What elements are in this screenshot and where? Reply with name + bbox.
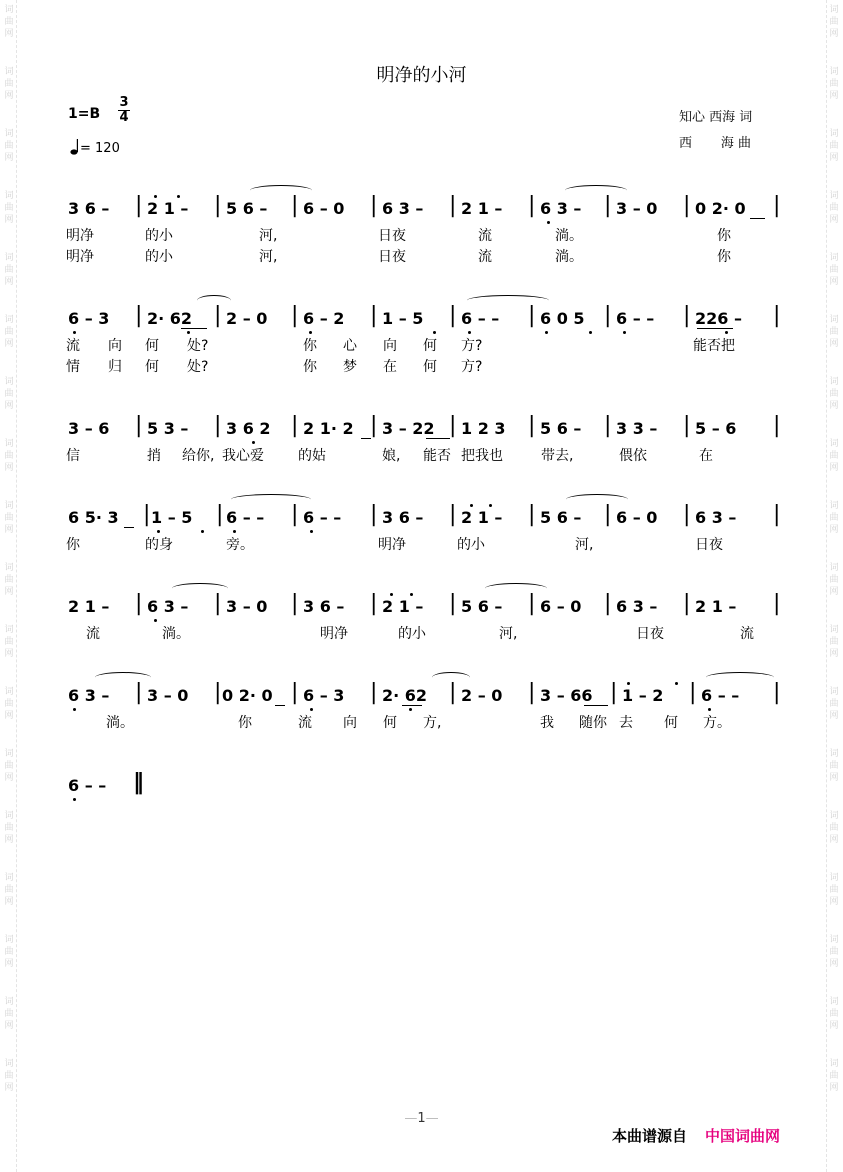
lower-octave-dot: [409, 708, 412, 711]
lyric-syllable: 流: [740, 626, 754, 642]
watermark-text: 词 曲 网: [4, 997, 14, 1031]
barline: |: [370, 303, 378, 328]
lyric-syllable: 流: [478, 249, 492, 265]
notation-measure: 6 – 3: [303, 686, 345, 705]
lyric-syllable: 我: [540, 715, 554, 731]
lyric-syllable: 娘,: [382, 448, 401, 464]
barline: |: [683, 591, 691, 616]
lower-octave-dot: [73, 708, 76, 711]
watermark-text: 词 曲 网: [829, 501, 839, 535]
watermark-text: 词 曲 网: [829, 315, 839, 349]
lyric-syllable: 把我也: [461, 448, 503, 464]
notation-measure: 6 – 0: [540, 597, 582, 616]
watermark-text: 词 曲 网: [829, 191, 839, 225]
watermark-text: 词 曲 网: [829, 997, 839, 1031]
watermark-text: 词 曲 网: [829, 1059, 839, 1093]
watermark-text: 词 曲 网: [4, 687, 14, 721]
barline: |: [773, 502, 781, 527]
lyric-syllable: 你: [303, 338, 317, 354]
watermark-text: 词 曲 网: [4, 749, 14, 783]
lyric-syllable: 带去,: [541, 448, 574, 464]
barline: |: [449, 502, 457, 527]
lyric-syllable: 我心爱: [222, 448, 264, 464]
notation-measure: 2 1 –: [461, 199, 503, 218]
watermark-text: 词 曲 网: [829, 749, 839, 783]
lyric-syllable: 向: [343, 715, 357, 731]
barline: |: [370, 193, 378, 218]
barline: |: [528, 303, 536, 328]
barline: |: [610, 680, 618, 705]
notation-measure: 2 1 –: [461, 508, 503, 527]
watermark-text: 词 曲 网: [829, 253, 839, 287]
lyric-syllable: 给你,: [182, 448, 215, 464]
barline: |: [216, 502, 224, 527]
lower-octave-dot: [623, 331, 626, 334]
lyric-syllable: 去: [619, 715, 633, 731]
watermark-text: 词 曲 网: [4, 935, 14, 969]
lyric-syllable: 日夜: [695, 537, 723, 553]
barline: |: [291, 502, 299, 527]
lyric-syllable: 明净: [66, 228, 94, 244]
notation-measure: 6 – 3: [68, 309, 110, 328]
lyric-syllable: 方,: [423, 715, 442, 731]
slur-mark: [565, 185, 627, 196]
barline: |: [214, 680, 222, 705]
notation-measure: 2 1 –: [695, 597, 737, 616]
notation-measure: 6 – –: [226, 508, 265, 527]
barline: |: [528, 413, 536, 438]
notation-measure: 6 3 –: [616, 597, 658, 616]
notation-measure: 0 2· 0: [222, 686, 273, 705]
tempo-marking: [70, 138, 120, 156]
lyric-syllable: 明净: [320, 626, 348, 642]
lower-octave-dot: [187, 331, 190, 334]
barline: |: [528, 193, 536, 218]
lyric-syllable: 的身: [145, 537, 173, 553]
composer-credit: 西 海 曲: [679, 136, 752, 151]
lyric-syllable: 何: [423, 338, 437, 354]
watermark-text: 词 曲 网: [4, 315, 14, 349]
barline: |: [683, 413, 691, 438]
barline: |: [773, 591, 781, 616]
duration-underline: [181, 328, 207, 329]
notation-measure: 226 –: [695, 309, 742, 328]
lyric-syllable: 处?: [187, 338, 209, 354]
barline: |: [528, 502, 536, 527]
lyric-syllable: 归: [108, 359, 122, 375]
barline: |: [291, 413, 299, 438]
duration-underline: [584, 705, 608, 706]
duration-underline: [361, 438, 371, 439]
lyric-syllable: 日夜: [378, 228, 406, 244]
lower-octave-dot: [310, 530, 313, 533]
lower-octave-dot: [545, 331, 548, 334]
barline: |: [604, 591, 612, 616]
slur-mark: [172, 583, 228, 594]
upper-octave-dot: [390, 593, 393, 596]
lyricist-credit: 知心 西海 词: [679, 110, 753, 125]
lyric-syllable: 淌。: [555, 228, 583, 244]
notation-measure: 6 – –: [68, 776, 107, 795]
lyric-syllable: 河,: [259, 249, 278, 265]
upper-octave-dot: [627, 682, 630, 685]
lyric-syllable: 日夜: [636, 626, 664, 642]
duration-underline: [426, 438, 450, 439]
barline: |: [604, 413, 612, 438]
lyric-syllable: 何: [145, 338, 159, 354]
duration-underline: [697, 328, 733, 329]
barline: |: [135, 591, 143, 616]
slur-mark: [706, 672, 774, 683]
watermark-text: 词 曲 网: [4, 563, 14, 597]
lower-octave-dot: [547, 221, 550, 224]
barline: |: [370, 413, 378, 438]
slur-mark: [566, 494, 628, 505]
notation-measure: 6 0 5: [540, 309, 585, 328]
watermark-text: 词 曲 网: [829, 67, 839, 101]
lyric-syllable: 你: [717, 249, 731, 265]
lyric-syllable: 的小: [398, 626, 426, 642]
barline: |: [604, 193, 612, 218]
lower-octave-dot: [725, 331, 728, 334]
watermark-text: 词 曲 网: [4, 129, 14, 163]
lyric-syllable: 的姑: [298, 448, 326, 464]
lyric-syllable: 能否: [423, 448, 451, 464]
lyric-syllable: 随你: [579, 715, 607, 731]
notation-measure: 1 2 3: [461, 419, 506, 438]
barline: |: [528, 591, 536, 616]
lyric-syllable: 偎依: [619, 448, 647, 464]
barline: |: [773, 413, 781, 438]
upper-octave-dot: [154, 195, 157, 198]
lyric-syllable: 流: [478, 228, 492, 244]
lyric-syllable: 能否把: [693, 338, 735, 354]
lyric-syllable: 淌。: [162, 626, 190, 642]
notation-measure: 6 – –: [701, 686, 740, 705]
lyric-syllable: 明净: [378, 537, 406, 553]
notation-measure: 6 – –: [461, 309, 500, 328]
upper-octave-dot: [410, 593, 413, 596]
lyric-syllable: 河,: [575, 537, 594, 553]
notation-measure: 3 – 66: [540, 686, 593, 705]
lower-octave-dot: [589, 331, 592, 334]
upper-octave-dot: [177, 195, 180, 198]
barline: |: [291, 303, 299, 328]
slur-mark: [197, 295, 231, 306]
lyric-syllable: 向: [108, 338, 122, 354]
barline: |: [773, 680, 781, 705]
lower-octave-dot: [708, 708, 711, 711]
notation-measure: 6 – 0: [616, 508, 658, 527]
lyric-syllable: 信: [66, 448, 80, 464]
lyric-syllable: 向: [383, 338, 397, 354]
source-credit: [612, 1125, 780, 1146]
lyric-syllable: 日夜: [378, 249, 406, 265]
notation-measure: 3 – 22: [382, 419, 435, 438]
watermark-text: 词 曲 网: [4, 811, 14, 845]
barline: |: [135, 413, 143, 438]
lyric-syllable: 明净: [66, 249, 94, 265]
lyric-syllable: 方?: [461, 359, 483, 375]
notation-measure: 6 3 –: [147, 597, 189, 616]
barline: |: [773, 193, 781, 218]
notation-measure: 0 2· 0: [695, 199, 746, 218]
notation-measure: 6 5· 3: [68, 508, 119, 527]
notation-measure: 6 – 2: [303, 309, 345, 328]
tempo-value: = 120: [80, 141, 120, 156]
page-number: —1—: [404, 1111, 439, 1126]
barline: |: [449, 413, 457, 438]
watermark-text: 词 曲 网: [829, 377, 839, 411]
lyric-syllable: 的小: [457, 537, 485, 553]
lower-octave-dot: [310, 708, 313, 711]
lyric-syllable: 何: [423, 359, 437, 375]
barline: |: [370, 680, 378, 705]
lower-octave-dot: [252, 441, 255, 444]
notation-measure: 2 1 –: [382, 597, 424, 616]
time-signature: [117, 96, 131, 125]
barline: ‖: [133, 770, 144, 795]
lyric-syllable: 淌。: [555, 249, 583, 265]
notation-measure: 6 3 –: [68, 686, 110, 705]
duration-underline: [124, 527, 134, 528]
lyric-syllable: 何: [383, 715, 397, 731]
watermark-text: 词 曲 网: [4, 439, 14, 473]
notation-measure: 6 3 –: [695, 508, 737, 527]
notation-measure: 6 – –: [616, 309, 655, 328]
lower-octave-dot: [433, 331, 436, 334]
notation-measure: 2 – 0: [461, 686, 503, 705]
watermark-text: 词 曲 网: [829, 5, 839, 39]
notation-measure: 6 3 –: [382, 199, 424, 218]
lower-octave-dot: [157, 530, 160, 533]
watermark-text: 词 曲 网: [829, 687, 839, 721]
barline: |: [449, 591, 457, 616]
barline: |: [214, 193, 222, 218]
page-number-value: 1: [417, 1111, 426, 1126]
notation-measure: 2 1 –: [147, 199, 189, 218]
slur-mark: [467, 295, 549, 306]
lyric-syllable: 你: [303, 359, 317, 375]
upper-octave-dot: [470, 504, 473, 507]
watermark-text: 词 曲 网: [4, 873, 14, 907]
notation-measure: 5 6 –: [540, 508, 582, 527]
lyric-syllable: 何: [145, 359, 159, 375]
watermark-text: 词 曲 网: [4, 67, 14, 101]
lyric-syllable: 旁。: [226, 537, 254, 553]
notation-measure: 3 – 0: [226, 597, 268, 616]
lyric-syllable: 淌。: [106, 715, 134, 731]
watermark-text: 词 曲 网: [4, 5, 14, 39]
slur-mark: [250, 185, 312, 196]
watermark-text: 词 曲 网: [4, 191, 14, 225]
barline: |: [214, 303, 222, 328]
barline: |: [449, 303, 457, 328]
key-signature: 1=B: [68, 106, 101, 122]
notation-measure: 1 – 2: [622, 686, 664, 705]
notation-measure: 3 6 2: [226, 419, 271, 438]
slur-mark: [231, 494, 311, 505]
notation-measure: 5 – 6: [695, 419, 737, 438]
lyric-syllable: 方。: [703, 715, 731, 731]
watermark-text: 词 曲 网: [4, 253, 14, 287]
lyric-syllable: 在: [383, 359, 397, 375]
notation-measure: 3 – 0: [147, 686, 189, 705]
source-site[interactable]: 中国词曲网: [705, 1127, 781, 1145]
notation-measure: 6 3 –: [540, 199, 582, 218]
lyric-syllable: 方?: [461, 338, 483, 354]
barline: |: [135, 303, 143, 328]
barline: |: [683, 502, 691, 527]
barline: |: [291, 193, 299, 218]
barline: |: [604, 303, 612, 328]
watermark-text: 词 曲 网: [829, 873, 839, 907]
notation-measure: 3 6 –: [382, 508, 424, 527]
lyric-syllable: 你: [717, 228, 731, 244]
watermark-text: 词 曲 网: [4, 625, 14, 659]
notation-measure: 2· 62: [147, 309, 193, 328]
barline: |: [370, 502, 378, 527]
lower-octave-dot: [309, 331, 312, 334]
barline: |: [528, 680, 536, 705]
notation-measure: 3 – 0: [616, 199, 658, 218]
duration-underline: [402, 705, 422, 706]
upper-octave-dot: [489, 504, 492, 507]
watermark-text: 词 曲 网: [829, 129, 839, 163]
barline: |: [214, 413, 222, 438]
lyric-syllable: 情: [66, 359, 80, 375]
watermark-text: 词 曲 网: [829, 811, 839, 845]
source-label: 本曲谱源自: [612, 1127, 688, 1145]
watermark-text: 词 曲 网: [4, 1059, 14, 1093]
barline: |: [143, 502, 151, 527]
watermark-text: 词 曲 网: [829, 625, 839, 659]
duration-underline: [750, 218, 765, 219]
barline: |: [214, 591, 222, 616]
lower-octave-dot: [73, 798, 76, 801]
watermark-text: 词 曲 网: [829, 935, 839, 969]
slur-mark: [432, 672, 470, 683]
barline: |: [135, 680, 143, 705]
barline: |: [291, 680, 299, 705]
time-signature-top: 3: [119, 95, 129, 110]
lower-octave-dot: [154, 619, 157, 622]
barline: |: [370, 591, 378, 616]
notation-measure: 3 6 –: [303, 597, 345, 616]
lyric-syllable: 河,: [259, 228, 278, 244]
lyric-syllable: 流: [86, 626, 100, 642]
slur-mark: [485, 583, 547, 594]
lower-octave-dot: [468, 331, 471, 334]
lyric-syllable: 何: [664, 715, 678, 731]
barline: |: [449, 680, 457, 705]
barline: |: [449, 193, 457, 218]
barline: |: [291, 591, 299, 616]
notation-measure: 6 – 0: [303, 199, 345, 218]
lyric-syllable: 心: [343, 338, 357, 354]
barline: |: [135, 193, 143, 218]
upper-octave-dot: [675, 682, 678, 685]
quarter-note-icon: [70, 138, 80, 156]
song-title: 明净的小河: [376, 65, 467, 86]
notation-measure: 5 6 –: [540, 419, 582, 438]
notation-measure: 2 1 –: [68, 597, 110, 616]
lyric-syllable: 你: [238, 715, 252, 731]
slur-mark: [95, 672, 151, 683]
duration-underline: [275, 705, 285, 706]
notation-measure: 3 6 –: [68, 199, 110, 218]
notation-measure: 1 – 5: [382, 309, 424, 328]
lyric-syllable: 在: [699, 448, 713, 464]
notation-measure: 1 – 5: [151, 508, 193, 527]
lyric-syllable: 的小: [145, 249, 173, 265]
notation-measure: 5 6 –: [461, 597, 503, 616]
notation-measure: 2 1· 2: [303, 419, 354, 438]
lyric-syllable: 的小: [145, 228, 173, 244]
notation-measure: 2· 62: [382, 686, 428, 705]
notation-measure: 3 3 –: [616, 419, 658, 438]
lower-octave-dot: [73, 331, 76, 334]
lyric-syllable: 流: [66, 338, 80, 354]
barline: |: [683, 193, 691, 218]
watermark-text: 词 曲 网: [4, 377, 14, 411]
watermark-text: 词 曲 网: [829, 563, 839, 597]
barline: |: [689, 680, 697, 705]
barline: |: [604, 502, 612, 527]
lyric-syllable: 河,: [499, 626, 518, 642]
watermark-text: 词 曲 网: [829, 439, 839, 473]
lyric-syllable: 处?: [187, 359, 209, 375]
notation-measure: 5 3 –: [147, 419, 189, 438]
lyric-syllable: 梦: [343, 359, 357, 375]
watermark-text: 词 曲 网: [4, 501, 14, 535]
lyric-syllable: 你: [66, 537, 80, 553]
barline: |: [773, 303, 781, 328]
notation-measure: 6 – –: [303, 508, 342, 527]
notation-measure: 5 6 –: [226, 199, 268, 218]
lyric-syllable: 流: [298, 715, 312, 731]
barline: |: [683, 303, 691, 328]
notation-measure: 2 – 0: [226, 309, 268, 328]
notation-measure: 3 – 6: [68, 419, 110, 438]
lower-octave-dot: [201, 530, 204, 533]
lyric-syllable: 捎: [147, 448, 161, 464]
time-signature-bottom: 4: [119, 110, 129, 125]
lower-octave-dot: [233, 530, 236, 533]
